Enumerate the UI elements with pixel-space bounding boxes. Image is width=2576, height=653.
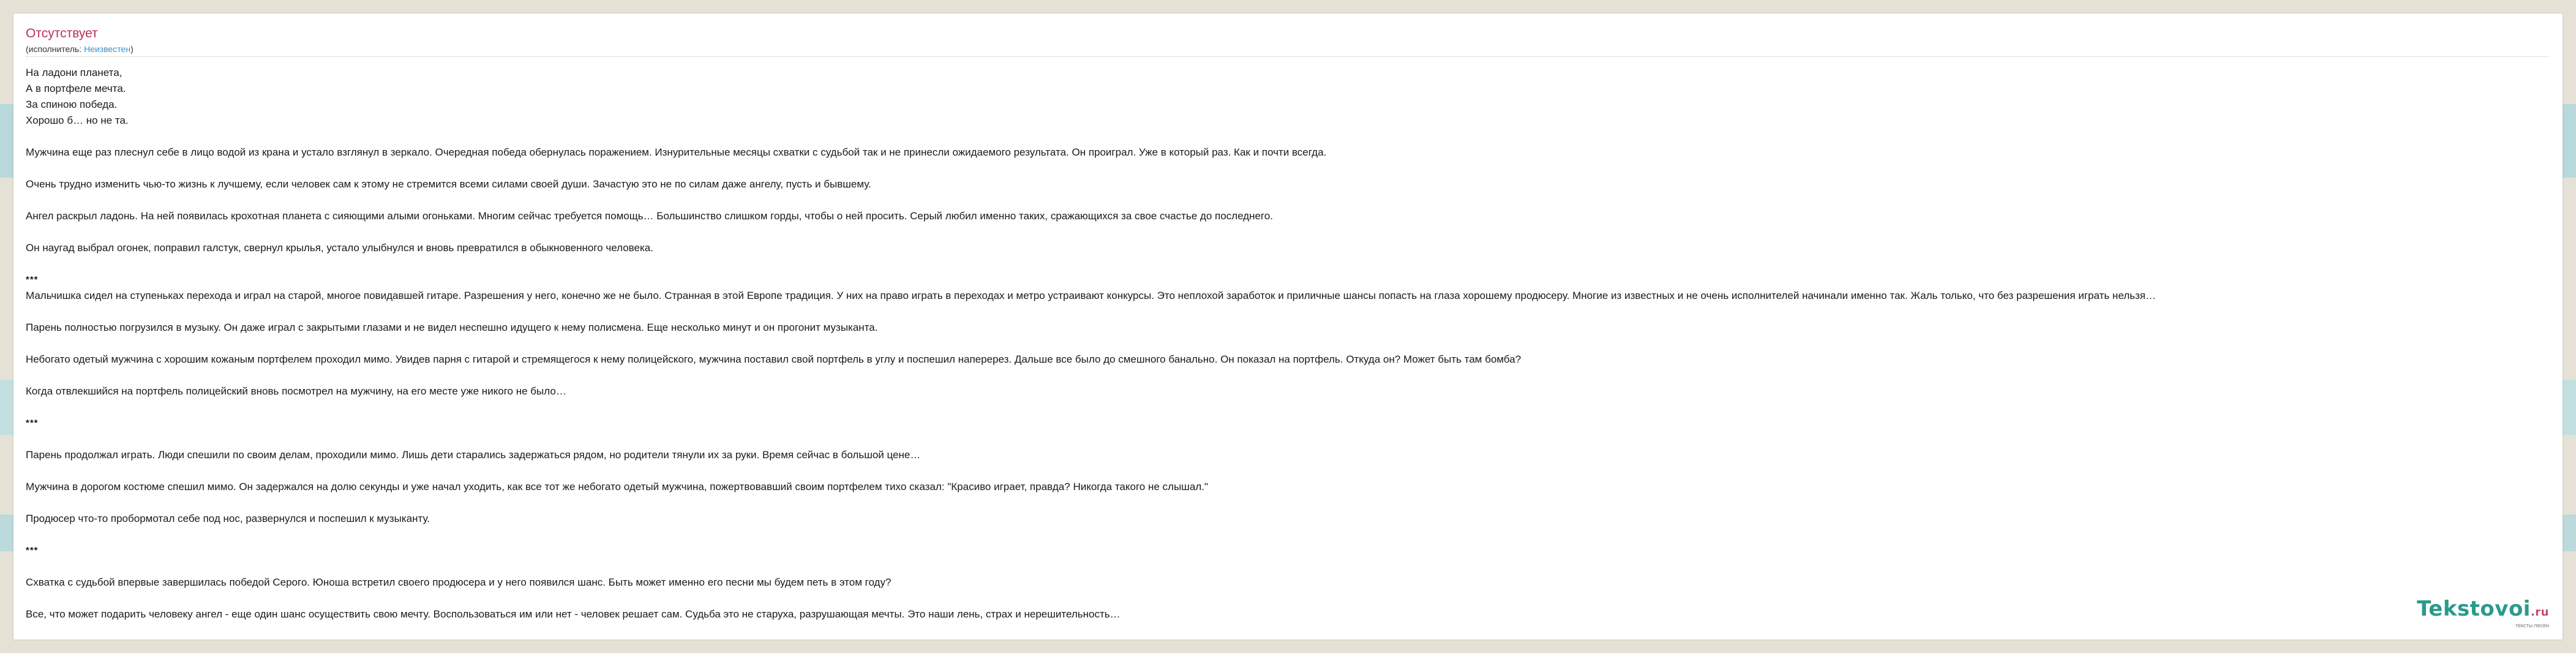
blank-line	[26, 527, 2561, 543]
blank-line	[26, 431, 2561, 447]
site-logo[interactable]	[2417, 598, 2549, 628]
lyric-line: Парень полностью погрузился в музыку. Он даже играл с закрытыми глазами и не видел неспешно идущего к нему полисмена. Еще несколько минут и он прогонит музыканта.	[26, 322, 878, 333]
blank-line	[26, 591, 2561, 606]
lyric-line: Все, что может подарить человеку ангел - еще один шанс осуществить свою мечту. Воспользоваться им или нет - человек решает сам. Судьба это не старуха, разрушающая мечты. Это наши лень, страх и нерешительность…	[26, 608, 1121, 620]
performer-line	[26, 43, 133, 55]
performer-suffix: )	[130, 44, 133, 54]
lyrics-text	[26, 65, 2561, 622]
section-separator: ***	[26, 418, 39, 428]
lyric-line: Ангел раскрыл ладонь. На ней появилась крохотная планета с сияющими алыми огоньками. Многим сейчас требуется помощь… Большинство слишком горды, чтобы о ней просить. Серый любил именно таких, сражающихся за свое счастье до последнего.	[26, 210, 1273, 222]
section-separator: ***	[26, 545, 39, 556]
blank-line	[26, 399, 2561, 415]
logo-tagline: тексты песен	[2515, 622, 2549, 628]
lyric-line: Продюсер что-то пробормотал себе под нос, развернулся и поспешил к музыканту.	[26, 513, 430, 524]
lyric-line: Мужчина в дорогом костюме спешил мимо. Он задержался на долю секунды и уже начал уходить, как все тот же небогато одетый мужчина, пожертвовавший своим портфелем тихо сказал: "Красиво играет, правда? Никогда такого не слышал."	[26, 481, 1208, 493]
performer-prefix: (исполнитель:	[26, 44, 84, 54]
blank-line	[26, 192, 2561, 208]
song-title: Отсутствует	[26, 26, 98, 40]
lyric-line: Когда отвлекшийся на портфель полицейский вновь посмотрел на мужчину, на его месте уже никого не было…	[26, 385, 566, 397]
lyric-line: На ладони планета,	[26, 67, 122, 78]
blank-line	[26, 129, 2561, 145]
lyric-line: Схватка с судьбой впервые завершилась победой Серого. Юноша встретил своего продюсера и у него появился шанс. Быть может именно его песни мы будем петь в этом году?	[26, 576, 892, 588]
blank-line	[26, 336, 2561, 352]
song-card	[13, 13, 2563, 640]
lyric-line: Хорошо б… но не та.	[26, 115, 129, 126]
logo-name: Tekstovoi	[2417, 597, 2531, 621]
blank-line	[26, 304, 2561, 320]
blank-line	[26, 368, 2561, 383]
blank-line	[26, 495, 2561, 511]
blank-line	[26, 463, 2561, 479]
lyric-line: А в портфеле мечта.	[26, 83, 126, 94]
section-separator: ***	[26, 274, 39, 285]
blank-line	[26, 256, 2561, 272]
logo-tld: .ru	[2530, 606, 2549, 619]
performer-link[interactable]: Неизвестен	[84, 44, 131, 54]
blank-line	[26, 160, 2561, 176]
lyric-line: Очень трудно изменить чью-то жизнь к лучшему, если человек сам к этому не стремится всеми силами своей души. Зачастую это не по силам даже ангелу, пусть и бывшему.	[26, 178, 871, 190]
lyric-line: Мальчишка сидел на ступеньках перехода и играл на старой, многое повидавшей гитаре. Разрешения у него, конечно же не было. Странная в этой Европе традиция. У них на право играть в переходах и метро устраивают конкурсы. Это неплохой заработок и приличные шансы попасть на глаза хорошему продюсеру. Многие из известных и не очень исполнителей начинали именно так. Жаль только, что без разрешения играть нельзя…	[26, 290, 2156, 301]
lyric-line: Парень продолжал играть. Люди спешили по своим делам, проходили мимо. Лишь дети старались задержаться рядом, но родители тянули их за руки. Время сейчас в большой цене…	[26, 449, 921, 461]
blank-line	[26, 559, 2561, 575]
lyric-line: Он наугад выбрал огонек, поправил галстук, свернул крылья, устало улыбнулся и вновь превратился в обыкновенного человека.	[26, 242, 653, 254]
lyric-line: Мужчина еще раз плеснул себе в лицо водой из крана и устало взглянул в зеркало. Очередная победа обернулась поражением. Изнурительные месяцы схватки с судьбой так и не принесли ожидаемого результата. Он проиграл. Уже в который раз. Как и почти всегда.	[26, 146, 1327, 158]
lyric-line: За спиною победа.	[26, 99, 118, 110]
header-divider	[26, 56, 2548, 57]
lyric-line: Небогато одетый мужчина с хорошим кожаным портфелем проходил мимо. Увидев парня с гитарой и стремящегося к нему полицейского, мужчина поставил свой портфель в углу и поспешил наперерез. Дальше все было до смешного банально. Он показал на портфель. Откуда он? Может быть там бомба?	[26, 353, 1522, 365]
blank-line	[26, 224, 2561, 240]
